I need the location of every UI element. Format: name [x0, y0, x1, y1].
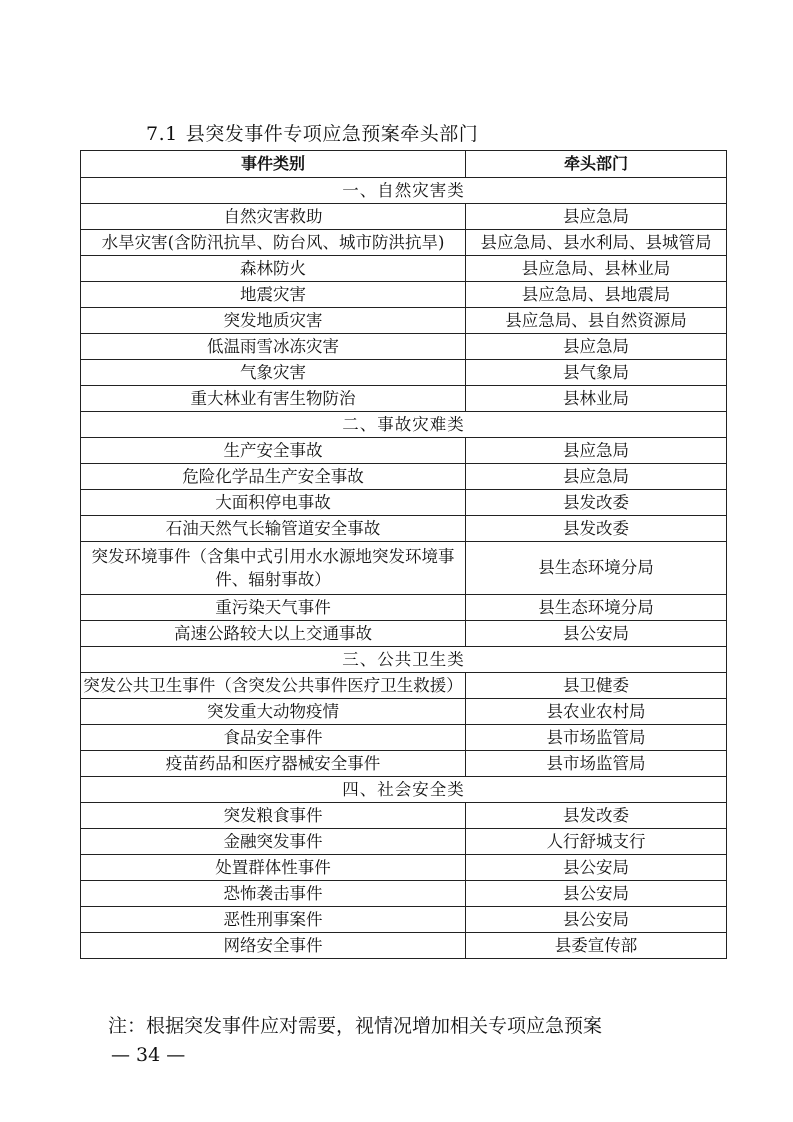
event-category-cell: 石油天然气长输管道安全事故	[81, 516, 466, 542]
table-row	[81, 542, 727, 595]
table-row	[81, 438, 727, 464]
section-title-cell: 一、自然灾害类	[81, 178, 727, 204]
lead-department-cell: 县市场监管局	[466, 751, 727, 777]
table-row	[81, 803, 727, 829]
event-category-cell: 重污染天气事件	[81, 595, 466, 621]
section-title: 县突发事件专项应急预案牵头部门	[185, 123, 479, 145]
event-category-cell: 突发地质灾害	[81, 308, 466, 334]
lead-department-cell: 县生态环境分局	[466, 595, 727, 621]
event-category-cell: 处置群体性事件	[81, 855, 466, 881]
lead-department-cell: 县应急局、县林业局	[466, 256, 727, 282]
section-number: 7.1	[146, 123, 178, 145]
event-category-cell: 网络安全事件	[81, 933, 466, 959]
section-row	[81, 647, 727, 673]
table-row	[81, 595, 727, 621]
lead-department-cell: 县应急局	[466, 464, 727, 490]
event-category-cell: 高速公路较大以上交通事故	[81, 621, 466, 647]
lead-department-cell: 县发改委	[466, 803, 727, 829]
table-row	[81, 881, 727, 907]
table-row	[81, 673, 727, 699]
table-row	[81, 933, 727, 959]
event-category-cell: 自然灾害救助	[81, 204, 466, 230]
section-row	[81, 412, 727, 438]
table-row	[81, 256, 727, 282]
event-category-cell: 水旱灾害(含防汛抗旱、防台风、城市防洪抗旱)	[81, 230, 466, 256]
lead-department-cell: 人行舒城支行	[466, 829, 727, 855]
event-category-cell: 金融突发事件	[81, 829, 466, 855]
column-header-event-category: 事件类别	[81, 151, 466, 178]
lead-department-cell: 县应急局	[466, 334, 727, 360]
event-category-cell: 恶性刑事案件	[81, 907, 466, 933]
table-row	[81, 725, 727, 751]
lead-department-cell: 县农业农村局	[466, 699, 727, 725]
lead-department-cell: 县卫健委	[466, 673, 727, 699]
table-row	[81, 360, 727, 386]
lead-department-cell: 县气象局	[466, 360, 727, 386]
section-title-cell: 三、公共卫生类	[81, 647, 727, 673]
event-category-cell: 生产安全事故	[81, 438, 466, 464]
event-category-cell: 突发公共卫生事件（含突发公共事件医疗卫生救援）	[81, 673, 466, 699]
table-row	[81, 386, 727, 412]
section-row	[81, 178, 727, 204]
event-category-cell: 危险化学品生产安全事故	[81, 464, 466, 490]
event-category-cell: 重大林业有害生物防治	[81, 386, 466, 412]
table-row	[81, 516, 727, 542]
event-category-cell: 食品安全事件	[81, 725, 466, 751]
lead-department-cell: 县林业局	[466, 386, 727, 412]
lead-department-cell: 县应急局	[466, 204, 727, 230]
table-row	[81, 308, 727, 334]
footnote: 注：根据突发事件应对需要，视情况增加相关专项应急预案	[108, 1015, 603, 1037]
lead-department-cell: 县应急局、县地震局	[466, 282, 727, 308]
table-row	[81, 907, 727, 933]
event-category-cell: 气象灾害	[81, 360, 466, 386]
table-row	[81, 334, 727, 360]
event-category-cell: 森林防火	[81, 256, 466, 282]
table-row	[81, 282, 727, 308]
event-category-cell: 低温雨雪冰冻灾害	[81, 334, 466, 360]
table-row	[81, 751, 727, 777]
lead-department-cell: 县发改委	[466, 490, 727, 516]
section-heading	[146, 120, 478, 148]
table-header-row	[81, 151, 727, 178]
lead-department-cell: 县应急局、县水利局、县城管局	[466, 230, 727, 256]
event-category-cell: 恐怖袭击事件	[81, 881, 466, 907]
event-category-cell: 大面积停电事故	[81, 490, 466, 516]
table-row	[81, 230, 727, 256]
event-category-cell: 突发重大动物疫情	[81, 699, 466, 725]
table-row	[81, 490, 727, 516]
page-number: — 34 —	[111, 1044, 186, 1066]
event-category-cell: 突发环境事件（含集中式引用水水源地突发环境事件、辐射事故）	[81, 542, 466, 595]
lead-department-cell: 县公安局	[466, 907, 727, 933]
lead-department-cell: 县委宣传部	[466, 933, 727, 959]
table-row	[81, 829, 727, 855]
lead-department-cell: 县应急局	[466, 438, 727, 464]
lead-department-cell: 县应急局、县自然资源局	[466, 308, 727, 334]
table-row	[81, 855, 727, 881]
table-row	[81, 204, 727, 230]
lead-department-cell: 县公安局	[466, 621, 727, 647]
lead-department-cell: 县公安局	[466, 855, 727, 881]
lead-department-cell: 县生态环境分局	[466, 542, 727, 595]
table-row	[81, 699, 727, 725]
table-body	[81, 178, 727, 959]
section-title-cell: 四、社会安全类	[81, 777, 727, 803]
event-category-cell: 地震灾害	[81, 282, 466, 308]
table-row	[81, 621, 727, 647]
event-category-cell: 突发粮食事件	[81, 803, 466, 829]
lead-department-cell: 县发改委	[466, 516, 727, 542]
table-row	[81, 464, 727, 490]
section-row	[81, 777, 727, 803]
lead-department-table	[80, 150, 727, 959]
event-category-cell: 疫苗药品和医疗器械安全事件	[81, 751, 466, 777]
lead-department-cell: 县公安局	[466, 881, 727, 907]
lead-department-cell: 县市场监管局	[466, 725, 727, 751]
section-title-cell: 二、事故灾难类	[81, 412, 727, 438]
column-header-lead-department: 牵头部门	[466, 151, 727, 178]
